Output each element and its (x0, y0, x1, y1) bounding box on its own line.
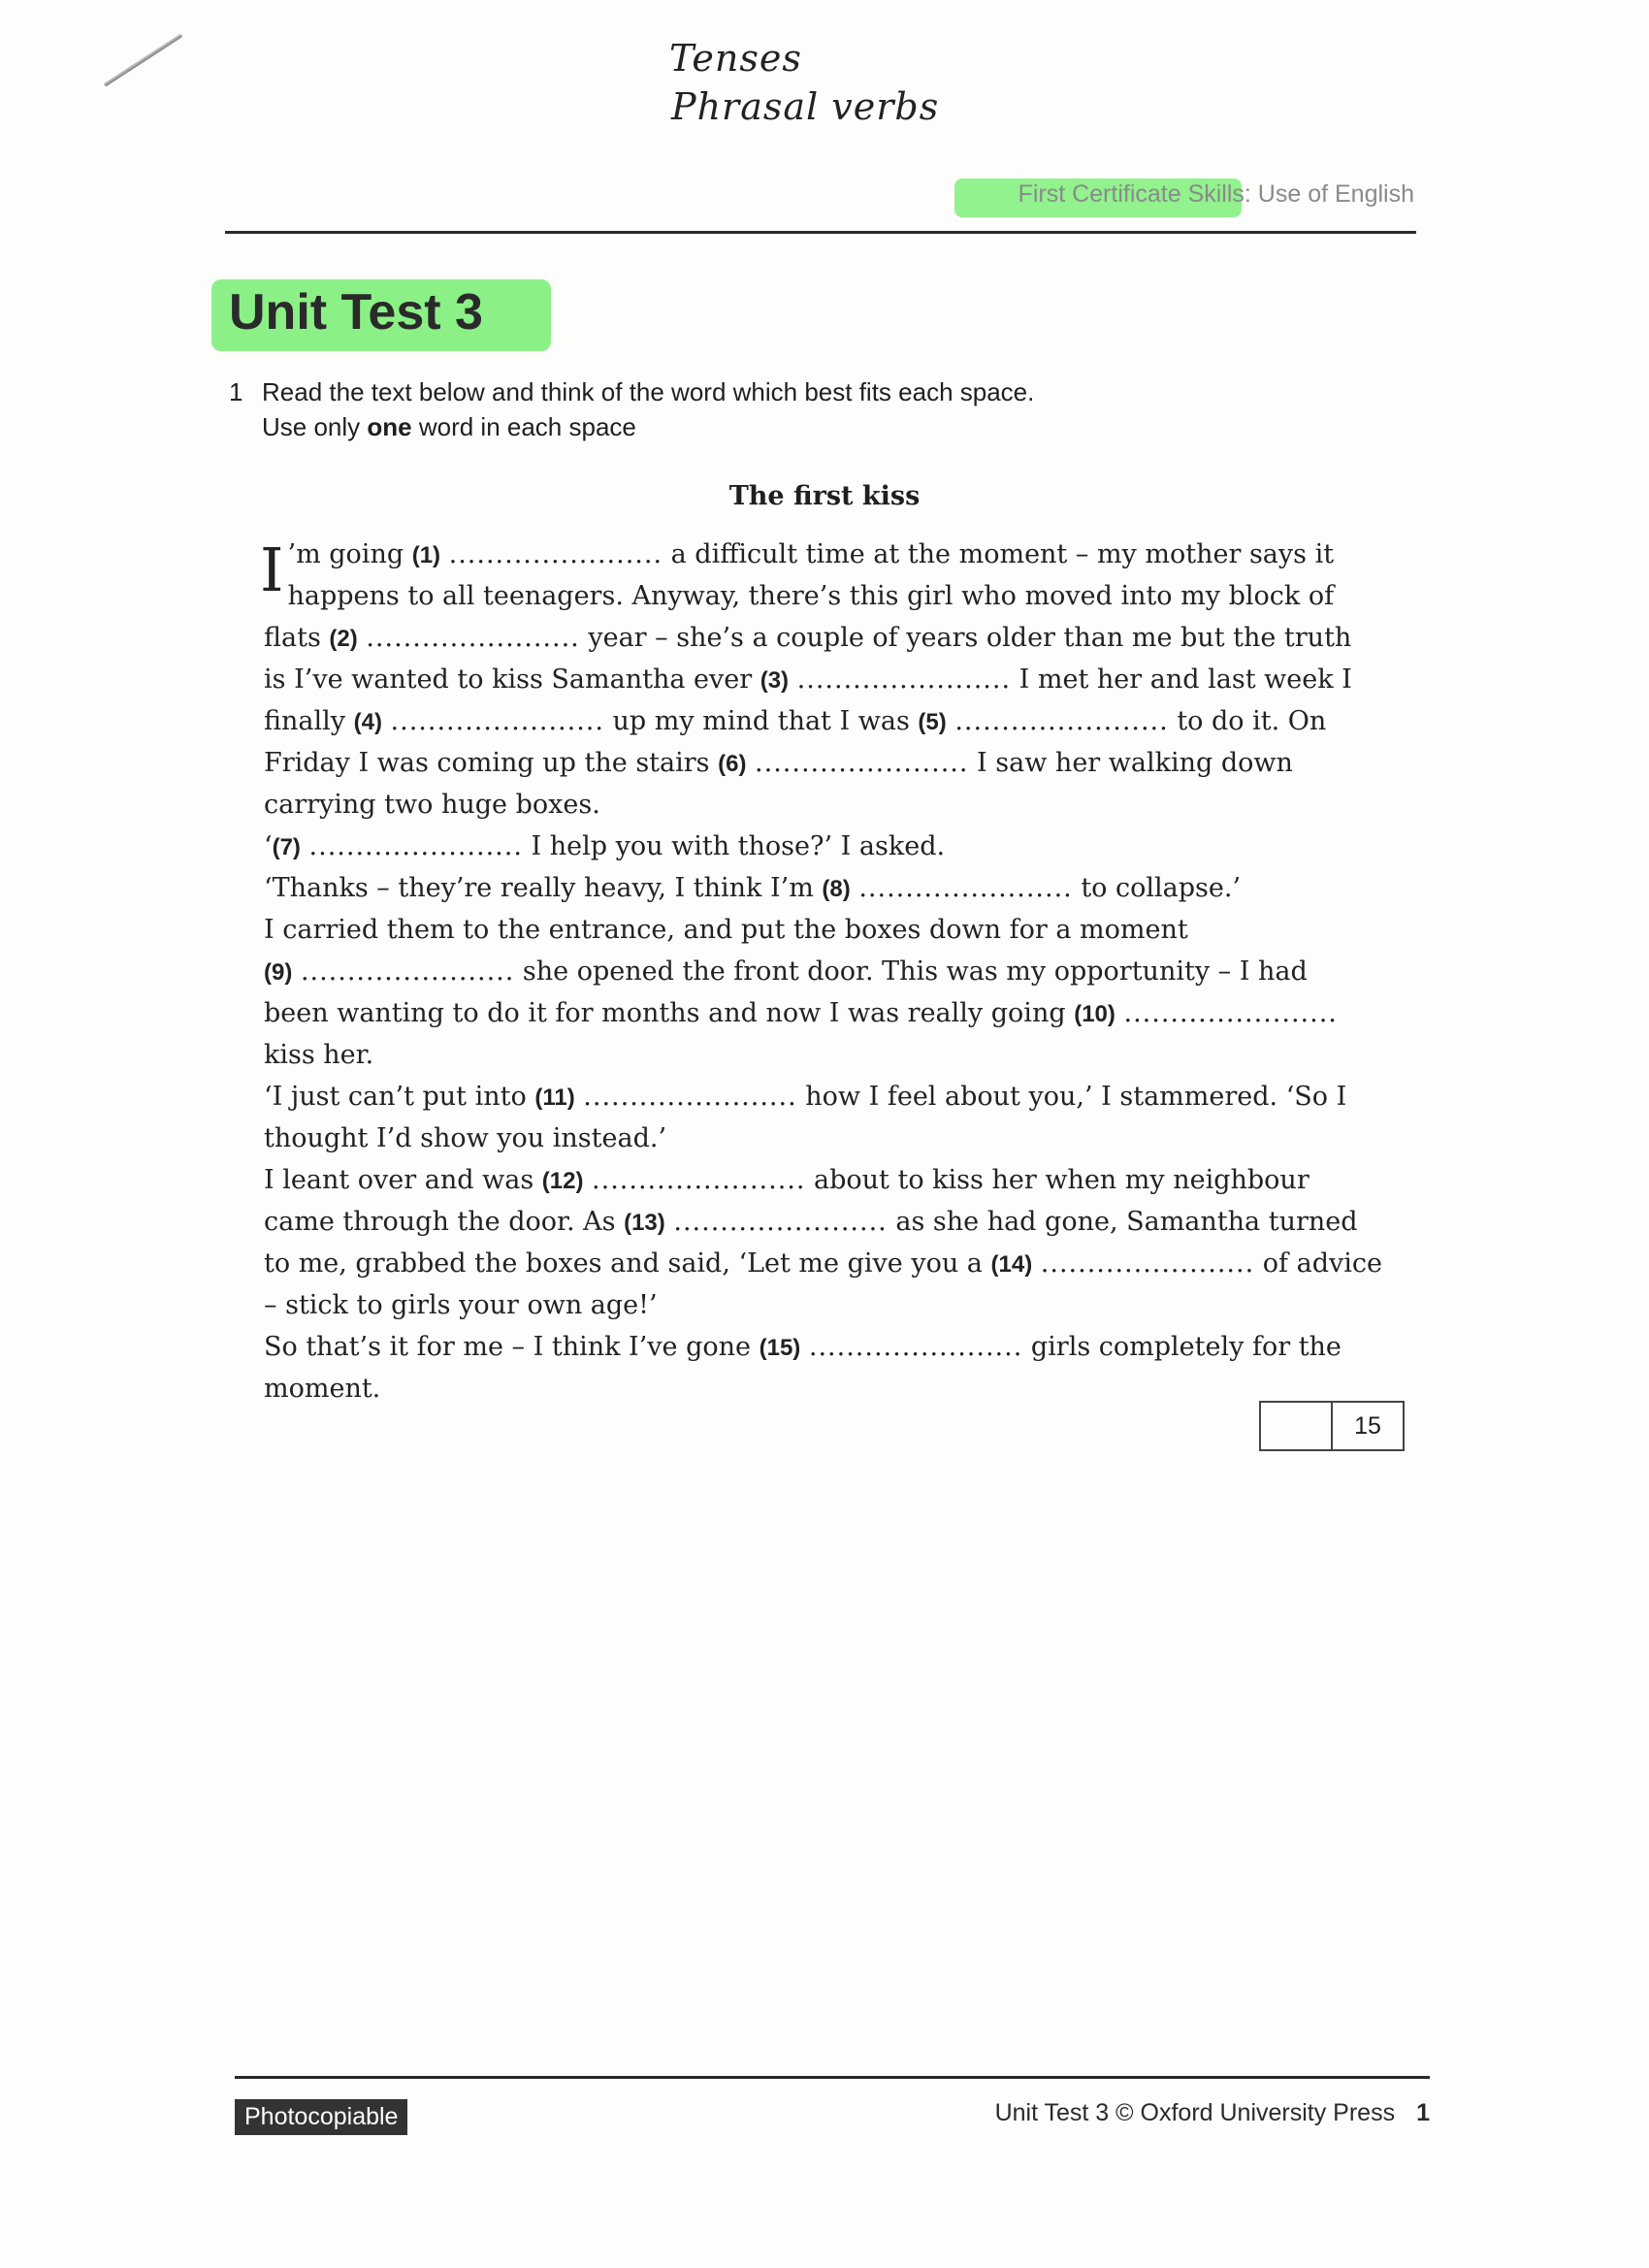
gap-blank[interactable]: ....................... (366, 623, 580, 653)
score-total: 15 (1331, 1403, 1403, 1449)
gap-blank[interactable]: ....................... (308, 831, 523, 861)
gap-label: (14) (990, 1251, 1033, 1278)
gap-blank[interactable]: ....................... (448, 539, 663, 569)
story-line: I leant over and was (12) ....................... about to kiss her when my neighbour (264, 1165, 1310, 1195)
gap-blank[interactable]: ....................... (583, 1082, 797, 1112)
page-title: Unit Test 3 (229, 284, 483, 340)
gap-blank[interactable]: ....................... (1040, 1248, 1255, 1279)
drop-cap: I (260, 535, 284, 605)
header-label: First Certificate Skills: Use of English (1018, 180, 1414, 208)
instruction-line-2: Use only one word in each space (262, 412, 636, 441)
story-line: flats (2) ....................... year – she’s a couple of years older than me but the truth (264, 623, 1352, 653)
story-line: is I’ve wanted to kiss Samantha ever (3) ....................... I met her and last week I (264, 664, 1352, 695)
gap-blank[interactable]: ....................... (954, 706, 1169, 736)
page-number: 1 (1416, 2099, 1430, 2126)
story-line: – stick to girls your own age!’ (264, 1290, 658, 1320)
gap-label: (12) (541, 1168, 584, 1194)
story-line: kiss her. (264, 1040, 374, 1070)
gap-label: (7) (272, 834, 301, 860)
gap-blank[interactable]: ....................... (592, 1165, 806, 1195)
gap-blank[interactable]: ....................... (300, 956, 515, 987)
gap-label: (5) (918, 709, 947, 735)
story-text (260, 534, 1382, 1409)
story-line: carrying two huge boxes. (264, 790, 600, 820)
gap-label: (15) (759, 1335, 801, 1361)
story-line: moment. (264, 1374, 381, 1404)
gap-label: (11) (534, 1085, 575, 1111)
exercise-number: 1 (229, 377, 243, 406)
story-title: The first kiss (728, 481, 921, 511)
handwritten-note-tenses: Tenses (669, 37, 802, 80)
gap-blank[interactable]: ....................... (673, 1207, 888, 1237)
story-line: I carried them to the entrance, and put the boxes down for a moment (264, 915, 1188, 945)
gap-blank[interactable]: ....................... (796, 664, 1012, 695)
gap-blank[interactable]: ....................... (808, 1332, 1023, 1362)
story-line: came through the door. As (13) ....................... as she had gone, Samantha turned (264, 1207, 1358, 1237)
photocopiable-badge: Photocopiable (235, 2099, 407, 2135)
gap-label: (6) (718, 751, 747, 777)
story-line: to me, grabbed the boxes and said, ‘Let me give you a (14) ....................... of advice (264, 1248, 1382, 1279)
gap-label: (4) (353, 709, 382, 735)
gap-blank[interactable]: ....................... (858, 873, 1073, 903)
footer-credit: Unit Test 3 © Oxford University Press 1 (994, 2099, 1430, 2126)
gap-label: (13) (624, 1210, 665, 1236)
score-box (1259, 1401, 1405, 1451)
story-line: thought I’d show you instead.’ (264, 1123, 667, 1153)
gap-blank[interactable]: ....................... (755, 748, 969, 778)
story-line: ‘(7) ....................... I help you with those?’ I asked. (264, 831, 946, 861)
story-line: happens to all teenagers. Anyway, there’s this girl who moved into my block of (287, 581, 1335, 611)
gap-label: (8) (822, 876, 851, 902)
story-line: I ’m going (1) ....................... a difficult time at the moment – my mother says it (260, 535, 1335, 605)
gap-blank[interactable]: ....................... (1123, 998, 1338, 1028)
story-line: (9) ....................... she opened the front door. This was my opportunity – I had (264, 956, 1308, 987)
top-rule (225, 231, 1416, 234)
story-line: ‘Thanks – they’re really heavy, I think I’m (8) ....................... to collapse.’ (264, 873, 1242, 903)
staple (104, 33, 183, 86)
story-line: So that’s it for me – I think I’ve gone (15) ....................... girls completely for the (264, 1332, 1342, 1362)
score-input-cell[interactable] (1261, 1403, 1331, 1449)
bottom-rule (235, 2076, 1430, 2079)
gap-label: (2) (329, 626, 358, 652)
gap-label: (9) (264, 959, 293, 986)
instructions (229, 374, 1034, 444)
story-line: Friday I was coming up the stairs (6) ....................... I saw her walking down (264, 748, 1293, 778)
gap-label: (10) (1074, 1001, 1116, 1027)
handwritten-note-phrasal-verbs: Phrasal verbs (671, 85, 940, 128)
gap-blank[interactable]: ....................... (390, 706, 604, 736)
story-line: finally (4) ....................... up my mind that I was (5) ....................... to do it. On (264, 706, 1327, 736)
gap-label: (1) (411, 542, 441, 568)
story-line: ‘I just can’t put into (11) ....................... how I feel about you,’ I stammered. ‘So I (264, 1082, 1347, 1112)
story-line: been wanting to do it for months and now I was really going (10) ....................... (264, 998, 1338, 1028)
instruction-line-1: Read the text below and think of the word which best fits each space. (262, 377, 1035, 406)
gap-label: (3) (760, 667, 790, 694)
